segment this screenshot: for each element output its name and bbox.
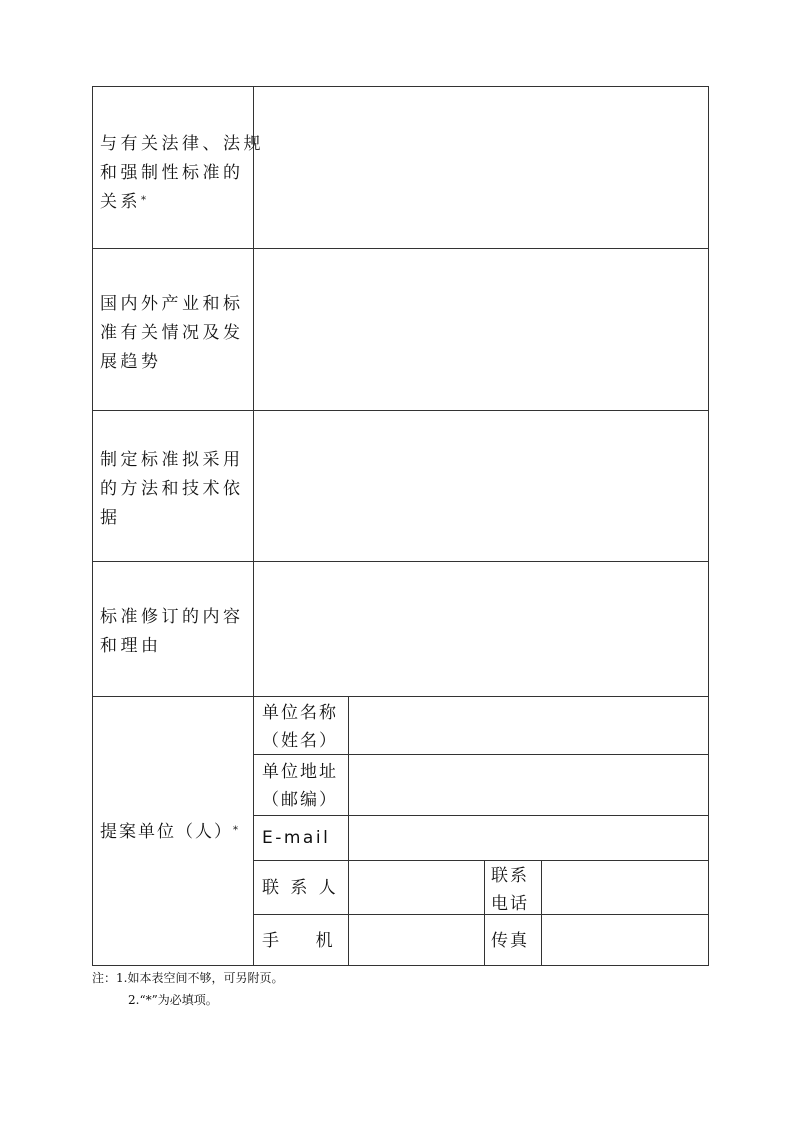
required-mark: *: [141, 195, 146, 206]
fax-label: 传真: [491, 931, 529, 951]
mobile-input[interactable]: [349, 915, 484, 965]
row-label-line: 标准修订的内容: [100, 607, 244, 627]
unit-name-label: [262, 699, 338, 755]
note-line-1: 注：1.如本表空间不够，可另附页。: [92, 971, 284, 985]
row-label-revision: [100, 603, 244, 661]
unit-name-input[interactable]: [349, 697, 708, 754]
revision-field[interactable]: [254, 562, 708, 696]
unit-address-label: [262, 758, 338, 814]
row-label-line: 关系*: [100, 192, 146, 212]
contact-input[interactable]: [349, 861, 484, 914]
methods-field[interactable]: [254, 411, 708, 561]
mobile-label: 手 机: [262, 931, 336, 951]
row-label-line: 的方法和技术依: [100, 479, 244, 499]
unit-address-input[interactable]: [349, 755, 708, 815]
row-label-line: 制定标准拟采用: [100, 450, 244, 470]
email-input[interactable]: [349, 816, 708, 860]
row-label-methods: [100, 446, 244, 533]
note-line-2: 2.“*”为必填项。: [128, 993, 218, 1007]
contact-phone-line: 联系: [491, 866, 529, 886]
row-label-line: 国内外产业和标: [100, 294, 244, 314]
unit-name-line: 单位名称: [262, 703, 338, 723]
legal-relation-field[interactable]: [254, 87, 708, 248]
row-label-line: 和强制性标准的: [100, 163, 244, 183]
contact-phone-line: 电话: [491, 894, 529, 914]
row-label-industry-status: [100, 290, 244, 377]
contact-phone-label: [491, 862, 529, 918]
row-label-line: 据: [100, 508, 121, 528]
row-label-line: 与有关法律、法规: [100, 134, 264, 154]
industry-status-field[interactable]: [254, 249, 708, 410]
row-label-line: 展趋势: [100, 352, 162, 372]
proposer-label: 提案单位（人）*: [100, 822, 238, 842]
notes: [92, 967, 283, 1011]
required-mark: *: [233, 825, 238, 836]
email-label: E-mail: [262, 828, 331, 848]
unit-address-line: 单位地址: [262, 762, 338, 782]
unit-name-line: （姓名）: [262, 731, 338, 751]
row-label-line: 准有关情况及发: [100, 323, 244, 343]
row-label-line: 和理由: [100, 636, 162, 656]
unit-address-line: （邮编）: [262, 790, 338, 810]
contact-phone-input[interactable]: [542, 861, 708, 914]
row-label-legal-relation: [100, 130, 264, 217]
contact-label: 联 系 人: [262, 878, 339, 898]
fax-input[interactable]: [542, 915, 708, 965]
